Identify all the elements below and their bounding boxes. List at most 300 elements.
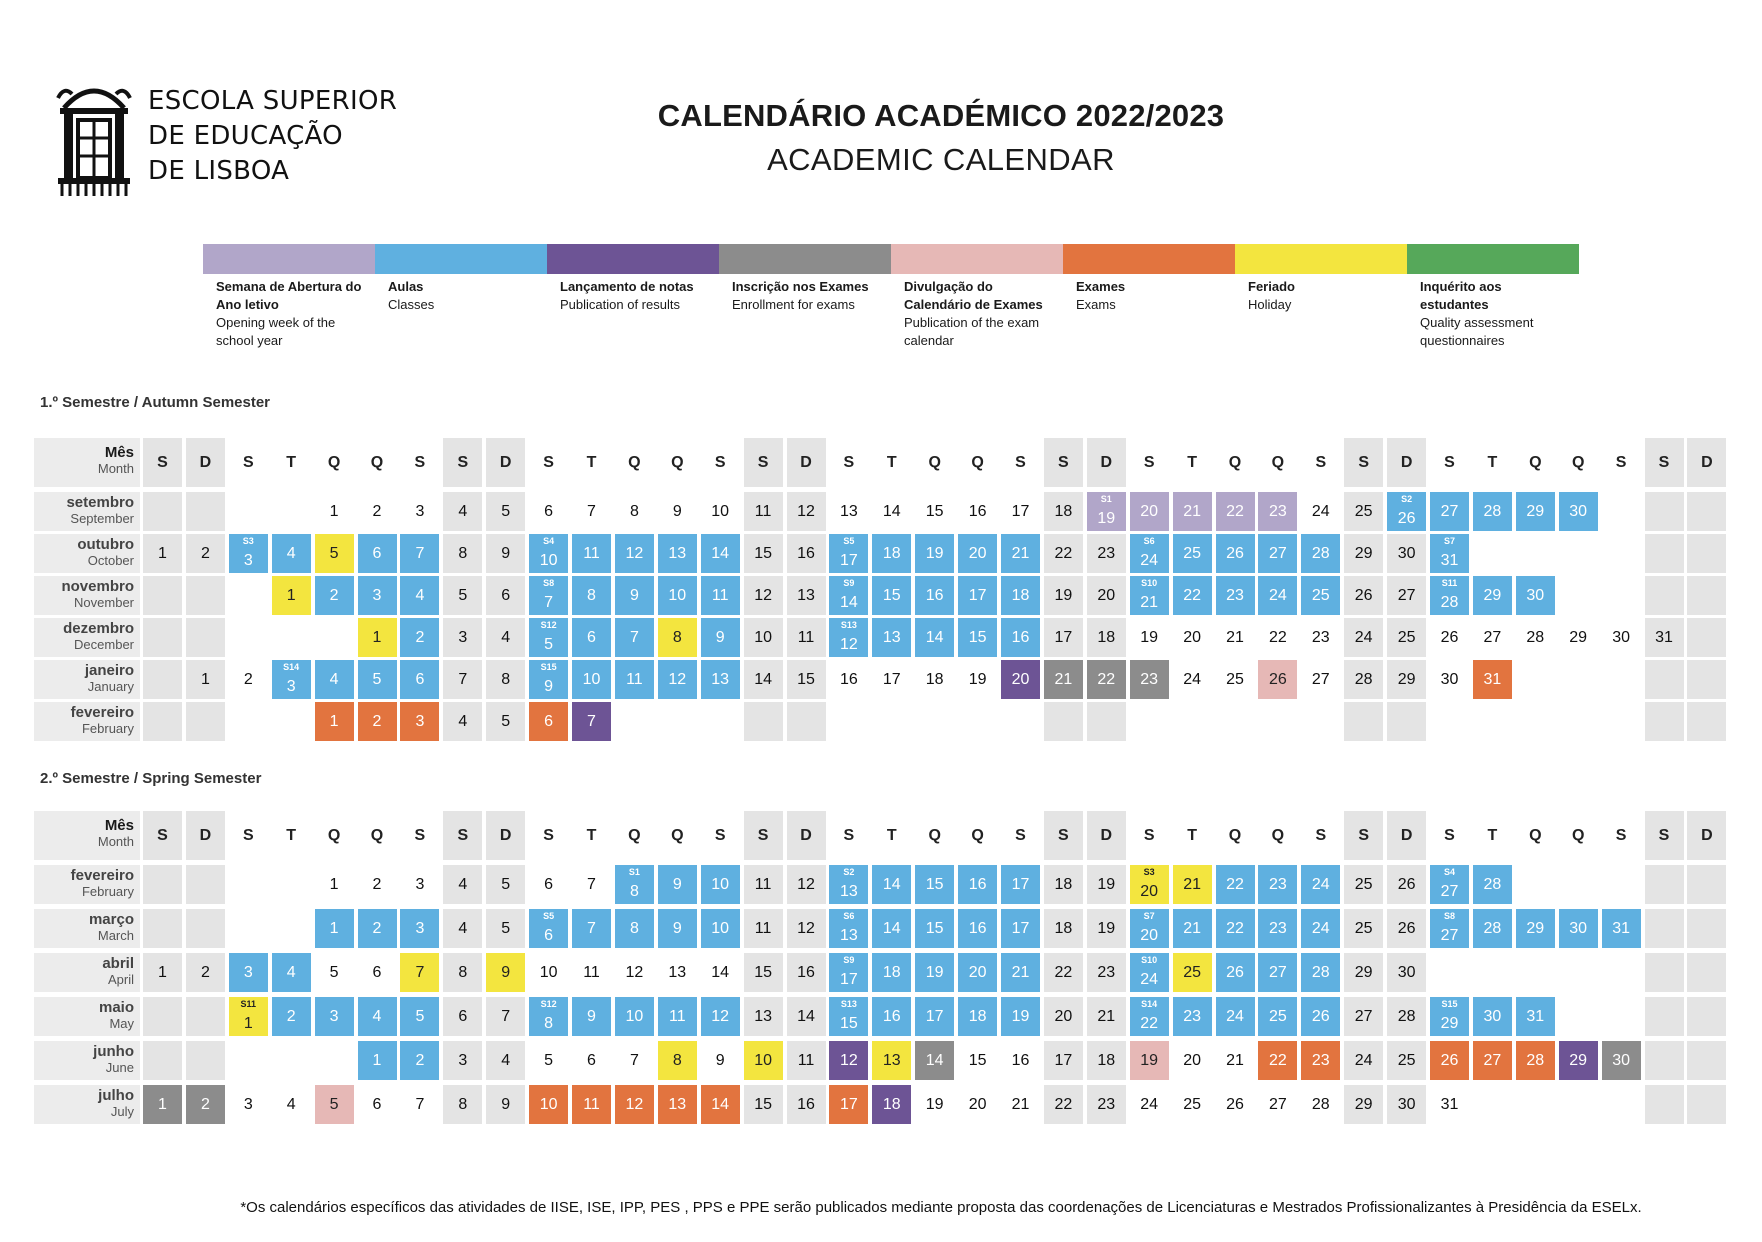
day-cell: [1130, 865, 1169, 904]
day-cell: 27: [1344, 997, 1383, 1036]
day-number: 24: [1140, 971, 1159, 988]
day-cell: 5: [315, 534, 354, 573]
empty-weekend-cell: [143, 492, 182, 531]
day-cell: 11: [744, 909, 783, 948]
weekday-header: S: [1143, 827, 1155, 844]
day-number: 31: [1440, 552, 1459, 569]
day-cell: 10: [539, 964, 558, 981]
month-name-pt: julho: [98, 1087, 134, 1104]
empty-weekend-cell: [1687, 953, 1726, 992]
weekday-header: Q: [628, 827, 641, 844]
month-name-pt: abril: [102, 955, 134, 972]
month-name-en: December: [74, 637, 134, 652]
weekday-header: S: [414, 827, 426, 844]
day-cell: 17: [958, 576, 997, 615]
day-cell: 28: [1526, 629, 1545, 646]
day-cell: 17: [1001, 865, 1040, 904]
day-cell: 10: [572, 660, 611, 699]
day-cell: 26: [1430, 1041, 1469, 1080]
day-cell: 21: [1226, 1052, 1244, 1069]
day-cell: 7: [587, 503, 596, 520]
day-cell: 17: [829, 1085, 868, 1124]
day-cell: 24: [1301, 909, 1340, 948]
day-cell: 3: [400, 909, 439, 948]
day-cell: 25: [1387, 1041, 1426, 1080]
empty-weekend-cell: [1087, 702, 1126, 741]
day-cell: 30: [1387, 1085, 1426, 1124]
day-cell: 17: [1044, 618, 1083, 657]
month-name-en: July: [110, 1104, 134, 1119]
day-cell: 13: [872, 618, 911, 657]
week-number: S12: [540, 620, 557, 630]
month-label: [34, 909, 140, 948]
day-cell: 7: [415, 1096, 425, 1113]
day-cell: 23: [1216, 576, 1255, 615]
day-cell: [529, 534, 568, 573]
weekday-header: S: [714, 454, 726, 471]
day-cell: 16: [872, 997, 911, 1036]
month-header-pt: Mês: [104, 444, 134, 461]
week-number: S14: [283, 662, 300, 672]
day-cell: 15: [787, 660, 826, 699]
week-number: S8: [1443, 911, 1455, 921]
day-cell: 9: [486, 953, 525, 992]
legend-text: [891, 274, 1063, 350]
day-cell: 15: [915, 865, 954, 904]
day-cell: 7: [615, 618, 654, 657]
weekday-header: Q: [1529, 827, 1542, 844]
day-cell: 22: [1044, 953, 1083, 992]
day-number: 8: [629, 883, 639, 900]
weekday-header: Q: [370, 454, 384, 471]
weekday-header: Q: [671, 827, 684, 844]
day-cell: 29: [1516, 492, 1555, 531]
day-cell: 30: [1602, 1041, 1641, 1080]
day-cell: 27: [1473, 1041, 1512, 1080]
day-cell: [829, 997, 868, 1036]
weekday-header: S: [1344, 811, 1383, 860]
day-cell: 17: [1044, 1041, 1083, 1080]
legend-text: [375, 274, 547, 314]
day-cell: 27: [1258, 534, 1297, 573]
day-cell: [1087, 492, 1126, 531]
day-cell: 19: [968, 671, 987, 688]
day-cell: 12: [829, 1041, 868, 1080]
page-title: CALENDÁRIO ACADÉMICO 2022/2023: [657, 98, 1225, 133]
day-cell: [829, 534, 868, 573]
day-cell: 5: [400, 997, 439, 1036]
week-number: S15: [540, 662, 557, 672]
day-cell: 29: [1344, 953, 1383, 992]
weekday-header: S: [1315, 827, 1327, 844]
day-cell: 24: [1301, 865, 1340, 904]
month-name-en: February: [81, 884, 134, 899]
legend-label-pt: Ano letivo: [216, 297, 279, 312]
day-cell: 3: [415, 503, 425, 520]
day-number: 3: [286, 678, 296, 695]
day-cell: 18: [872, 534, 911, 573]
day-cell: 12: [744, 576, 783, 615]
empty-weekend-cell: [1645, 534, 1684, 573]
week-number: S3: [242, 536, 254, 546]
day-number: 17: [839, 552, 858, 569]
day-cell: 30: [1559, 909, 1598, 948]
weekday-header: T: [886, 454, 897, 471]
day-cell: 27: [1258, 953, 1297, 992]
day-cell: 27: [1430, 492, 1469, 531]
month-name-en: November: [74, 595, 134, 610]
day-cell: 17: [1011, 503, 1030, 520]
day-cell: 25: [1258, 997, 1297, 1036]
empty-weekend-cell: [1645, 1085, 1684, 1124]
day-cell: 2: [372, 503, 382, 520]
day-cell: 25: [1183, 1096, 1201, 1113]
day-cell: 19: [1001, 997, 1040, 1036]
day-cell: 11: [583, 964, 600, 981]
day-cell: 28: [1387, 997, 1426, 1036]
day-cell: 22: [1216, 909, 1255, 948]
day-cell: 7: [443, 660, 482, 699]
legend-label-en: Enrollment for exams: [732, 297, 855, 312]
day-cell: 8: [658, 1041, 697, 1080]
week-number: S7: [1443, 536, 1455, 546]
semester-title: 2.º Semestre / Spring Semester: [40, 770, 262, 787]
day-cell: 2: [186, 953, 225, 992]
legend-item-orange: [1063, 244, 1235, 314]
legend-item-dgray: [719, 244, 891, 314]
day-cell: 3: [243, 1096, 253, 1113]
day-cell: 25: [1344, 909, 1383, 948]
day-cell: 23: [1087, 1085, 1126, 1124]
day-cell: 1: [143, 534, 182, 573]
day-cell: 8: [443, 953, 482, 992]
empty-weekend-cell: [744, 702, 783, 741]
day-cell: 18: [1087, 1041, 1126, 1080]
weekday-header: S: [744, 811, 783, 860]
day-cell: 9: [486, 534, 525, 573]
month-name-en: June: [105, 1060, 134, 1075]
day-cell: 11: [744, 492, 783, 531]
day-cell: 7: [486, 997, 525, 1036]
weekday-header: S: [1143, 454, 1155, 471]
day-cell: 16: [1011, 1052, 1030, 1069]
day-cell: 7: [400, 953, 439, 992]
weekday-header: T: [886, 827, 897, 844]
weekday-header: S: [1645, 438, 1684, 487]
day-cell: 23: [1301, 1041, 1340, 1080]
day-cell: [529, 660, 568, 699]
day-cell: 27: [1311, 671, 1330, 688]
day-cell: 15: [744, 534, 783, 573]
day-cell: 8: [443, 1085, 482, 1124]
empty-weekend-cell: [1645, 997, 1684, 1036]
day-cell: 2: [358, 702, 397, 741]
legend-item-pink: [891, 244, 1063, 350]
day-cell: 19: [915, 953, 954, 992]
weekday-header: S: [1015, 454, 1026, 471]
day-cell: 10: [711, 503, 730, 520]
day-cell: 22: [1173, 576, 1212, 615]
day-cell: 13: [701, 660, 740, 699]
weekday-header: D: [1087, 438, 1126, 487]
day-cell: 18: [958, 997, 997, 1036]
day-cell: [1130, 997, 1169, 1036]
day-cell: 4: [272, 534, 311, 573]
day-number: 29: [1440, 1015, 1459, 1032]
day-cell: 9: [572, 997, 611, 1036]
day-cell: 4: [358, 997, 397, 1036]
weekday-header: D: [1387, 811, 1426, 860]
empty-weekend-cell: [143, 618, 182, 657]
day-cell: 15: [958, 618, 997, 657]
week-number: S2: [843, 867, 855, 877]
weekday-header: Q: [1571, 454, 1585, 471]
day-cell: 13: [658, 1085, 697, 1124]
day-number: 6: [544, 927, 554, 944]
weekday-header: S: [744, 438, 783, 487]
day-cell: 31: [1645, 618, 1684, 657]
day-cell: 30: [1387, 534, 1426, 573]
day-cell: [615, 865, 654, 904]
weekday-header: S: [1015, 827, 1026, 844]
day-cell: 6: [486, 576, 525, 615]
day-cell: 30: [1516, 576, 1555, 615]
day-cell: 11: [615, 660, 654, 699]
legend-label-en: calendar: [904, 333, 954, 348]
day-cell: 22: [1216, 492, 1255, 531]
weekday-header: Q: [971, 827, 984, 844]
day-cell: 4: [486, 1041, 525, 1080]
month-label: [34, 953, 140, 992]
legend-label-en: Classes: [388, 297, 435, 312]
legend-label-en: Opening week of the: [216, 315, 336, 330]
legend: [203, 244, 1580, 348]
day-cell: 4: [443, 909, 482, 948]
day-cell: 8: [629, 503, 639, 520]
month-label: [34, 576, 140, 615]
day-cell: 23: [1130, 660, 1169, 699]
day-cell: 21: [1173, 492, 1212, 531]
day-cell: 21: [1011, 1096, 1030, 1113]
weekday-header: Q: [1529, 454, 1542, 471]
day-cell: 5: [358, 660, 397, 699]
day-cell: 24: [1344, 1041, 1383, 1080]
weekday-header: Q: [370, 827, 384, 844]
day-cell: 3: [415, 876, 425, 893]
weekday-header: S: [242, 454, 254, 471]
day-cell: 2: [186, 1085, 225, 1124]
weekday-header: D: [486, 811, 525, 860]
day-cell: 1: [358, 618, 397, 657]
day-cell: 1: [315, 702, 354, 741]
school-name-line: DE EDUCAÇÃO: [148, 121, 343, 151]
week-number: S11: [240, 999, 257, 1009]
day-cell: 6: [443, 997, 482, 1036]
day-number: 27: [1440, 883, 1459, 900]
weekday-header: Q: [1571, 827, 1585, 844]
day-cell: 21: [1001, 534, 1040, 573]
day-cell: 20: [1001, 660, 1040, 699]
day-number: 17: [839, 971, 858, 988]
empty-weekend-cell: [1645, 576, 1684, 615]
day-cell: 4: [443, 702, 482, 741]
day-cell: 18: [872, 953, 911, 992]
day-cell: 16: [787, 534, 826, 573]
day-cell: 28: [1516, 1041, 1555, 1080]
month-label: [34, 660, 140, 699]
day-cell: 4: [272, 953, 311, 992]
legend-item-yellow: [1235, 244, 1407, 314]
legend-label-pt: Exames: [1076, 279, 1126, 294]
week-number: S14: [1141, 999, 1158, 1009]
day-cell: 16: [958, 909, 997, 948]
week-number: S1: [1100, 494, 1112, 504]
day-cell: 6: [587, 1052, 596, 1069]
day-cell: 5: [315, 1085, 354, 1124]
day-cell: 10: [529, 1085, 568, 1124]
day-cell: [1387, 492, 1426, 531]
day-cell: [829, 953, 868, 992]
day-cell: 29: [1516, 909, 1555, 948]
day-cell: 2: [358, 909, 397, 948]
weekday-header: D: [1687, 811, 1726, 860]
legend-label-pt: Aulas: [388, 279, 424, 294]
empty-weekend-cell: [1687, 576, 1726, 615]
day-cell: 16: [839, 671, 858, 688]
weekday-header: S: [1044, 811, 1083, 860]
weekday-header: S: [843, 827, 855, 844]
legend-swatch: [375, 244, 547, 274]
legend-label-pt: Divulgação do: [904, 279, 993, 294]
day-cell: 19: [1044, 576, 1083, 615]
week-number: S13: [840, 999, 857, 1009]
empty-weekend-cell: [1687, 702, 1726, 741]
day-cell: 6: [372, 964, 382, 981]
legend-item-blue: [375, 244, 547, 314]
day-cell: 1: [272, 576, 311, 615]
day-cell: 20: [1183, 629, 1201, 646]
day-cell: 11: [572, 534, 611, 573]
empty-weekend-cell: [186, 865, 225, 904]
legend-label-en: Publication of results: [560, 297, 680, 312]
day-cell: 1: [315, 909, 354, 948]
legend-label-en: Quality assessment: [1420, 315, 1534, 330]
day-cell: 10: [615, 997, 654, 1036]
legend-text: [1407, 274, 1579, 350]
day-cell: 28: [1473, 909, 1512, 948]
day-cell: 31: [1516, 997, 1555, 1036]
weekday-header: T: [286, 827, 297, 844]
empty-weekend-cell: [1645, 702, 1684, 741]
day-cell: 8: [615, 909, 654, 948]
day-cell: 2: [400, 1041, 439, 1080]
legend-text: [547, 274, 719, 314]
month-name-pt: fevereiro: [70, 704, 134, 721]
empty-weekend-cell: [1687, 865, 1726, 904]
day-cell: 12: [787, 909, 826, 948]
day-cell: 30: [1612, 629, 1630, 646]
empty-weekend-cell: [1687, 618, 1726, 657]
empty-weekend-cell: [143, 1041, 182, 1080]
day-cell: 1: [143, 953, 182, 992]
day-number: 22: [1140, 1015, 1159, 1032]
day-cell: 24: [1216, 997, 1255, 1036]
day-cell: 2: [315, 576, 354, 615]
month-name-en: October: [87, 553, 134, 568]
day-cell: 20: [1183, 1052, 1201, 1069]
empty-weekend-cell: [1645, 660, 1684, 699]
day-cell: 13: [839, 503, 858, 520]
legend-label-pt: Lançamento de notas: [560, 279, 694, 294]
day-cell: 25: [1344, 865, 1383, 904]
day-cell: 3: [358, 576, 397, 615]
day-cell: 28: [1301, 534, 1340, 573]
day-cell: [1130, 953, 1169, 992]
day-number: 21: [1140, 594, 1159, 611]
day-cell: 6: [544, 876, 554, 893]
weekday-header: S: [143, 811, 182, 860]
day-cell: [1430, 997, 1469, 1036]
day-cell: 21: [1087, 997, 1126, 1036]
empty-weekend-cell: [143, 997, 182, 1036]
legend-text: [719, 274, 891, 314]
month-name-pt: janeiro: [84, 662, 134, 679]
day-cell: 21: [1173, 909, 1212, 948]
day-cell: 7: [572, 909, 611, 948]
day-cell: 9: [672, 503, 682, 520]
day-cell: 31: [1473, 660, 1512, 699]
day-number: 24: [1140, 552, 1159, 569]
day-cell: 4: [486, 618, 525, 657]
day-cell: 17: [882, 671, 901, 688]
day-cell: [529, 997, 568, 1036]
weekday-header: D: [787, 811, 826, 860]
day-cell: 13: [744, 997, 783, 1036]
day-cell: 22: [1044, 534, 1083, 573]
day-cell: 10: [701, 909, 740, 948]
day-cell: 30: [1559, 492, 1598, 531]
month-label: [34, 534, 140, 573]
day-cell: 2: [400, 618, 439, 657]
day-cell: 25: [1173, 953, 1212, 992]
day-cell: 6: [572, 618, 611, 657]
legend-item-purple: [547, 244, 719, 314]
empty-weekend-cell: [143, 576, 182, 615]
day-cell: 24: [1183, 671, 1201, 688]
day-cell: 23: [1087, 534, 1126, 573]
legend-text: [1063, 274, 1235, 314]
day-cell: 26: [1387, 865, 1426, 904]
day-cell: 26: [1258, 660, 1297, 699]
day-cell: 3: [229, 953, 268, 992]
day-cell: 16: [915, 576, 954, 615]
month-name-pt: maio: [98, 999, 134, 1016]
legend-label-pt: Feriado: [1248, 279, 1295, 294]
day-cell: 27: [1387, 576, 1426, 615]
weekday-header: S: [414, 454, 426, 471]
day-number: 15: [839, 1015, 858, 1032]
week-number: S15: [1441, 999, 1458, 1009]
empty-weekend-cell: [143, 660, 182, 699]
day-number: 28: [1440, 594, 1459, 611]
legend-swatch: [719, 244, 891, 274]
day-cell: 27: [1268, 1096, 1287, 1113]
legend-label-en: Publication of the exam: [904, 315, 1040, 330]
day-cell: 28: [1344, 660, 1383, 699]
legend-text: [203, 274, 375, 350]
day-cell: 2: [243, 671, 253, 688]
empty-weekend-cell: [1687, 1085, 1726, 1124]
